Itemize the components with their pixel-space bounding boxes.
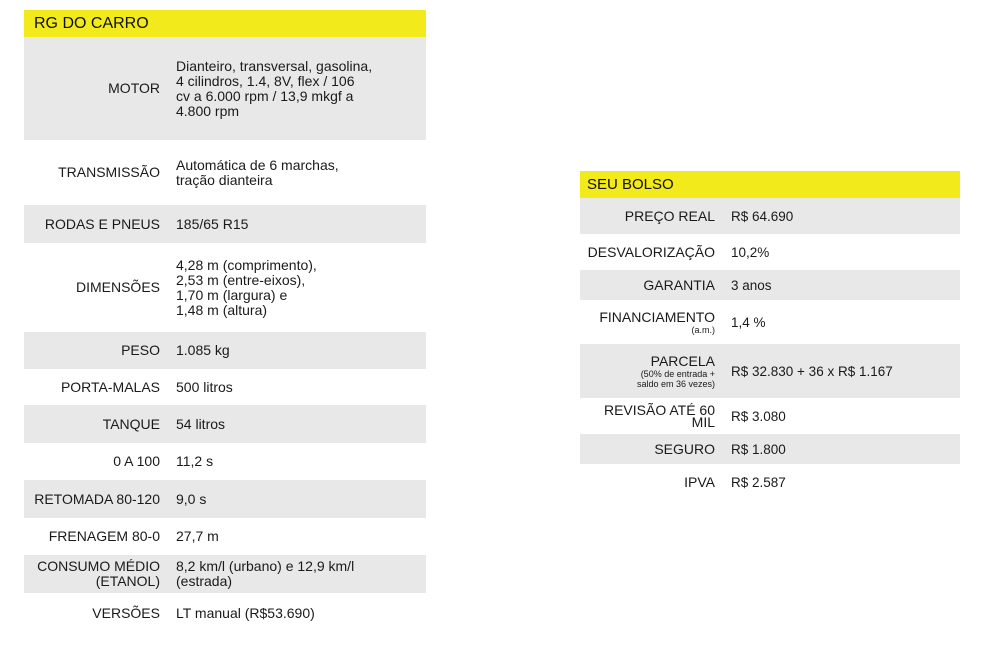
table-row-parcela	[580, 344, 960, 398]
row-value: R$ 64.690	[731, 208, 794, 224]
row-value: R$ 2.587	[731, 474, 786, 490]
row-label: TANQUE	[102, 415, 160, 432]
row-label: 0 A 100	[113, 453, 160, 469]
row-value: 3 anos	[731, 277, 772, 293]
row-value: Dianteiro, transversal, gasolina, 4 cilindros, 1.4, 8V, flex / 106 cv a 6.000 rpm / 13,9 mkgf a 4.800 rpm	[176, 57, 373, 119]
row-value: 185/65 R15	[176, 215, 249, 232]
row-value: 1,4 %	[731, 314, 766, 330]
rg-do-carro-table	[24, 10, 426, 634]
table-row-desvalorizacao	[580, 234, 960, 270]
row-value: 27,7 m	[176, 528, 219, 544]
row-label	[580, 339, 729, 404]
row-label: RETOMADA 80-120	[34, 490, 160, 507]
table-row-versoes	[24, 593, 426, 634]
table-row-financiamento	[580, 300, 960, 344]
rg-title: RG DO CARRO	[24, 10, 426, 37]
table-row-dimensoes	[24, 243, 426, 332]
row-label	[580, 404, 729, 428]
row-label	[580, 209, 729, 224]
row-value: 500 litros	[176, 378, 233, 395]
row-label: DIMENSÕES	[75, 279, 160, 295]
table-row-rodas-e-pneus	[24, 205, 426, 243]
row-label-note: (50% de entrada + saldo em 36 vezes)	[636, 368, 715, 389]
row-label-note: (a.m.)	[691, 324, 715, 335]
table-row-revisao	[580, 398, 960, 434]
table-row-peso	[24, 332, 426, 369]
row-value: R$ 32.830 + 36 x R$ 1.167	[731, 363, 893, 379]
row-label	[580, 475, 729, 490]
row-label	[580, 442, 729, 457]
table-row-retomada	[24, 480, 426, 518]
row-value: Automática de 6 marchas, tração dianteira	[176, 156, 339, 188]
row-label-text: DESVALORIZAÇÃO	[587, 243, 715, 260]
row-value: 9,0 s	[176, 490, 207, 507]
row-label-text: REVISÃO ATÉ 60 MIL	[603, 402, 715, 430]
table-row-transmissao	[24, 140, 426, 205]
table-row-tanque	[24, 405, 426, 443]
row-value: 10,2%	[731, 244, 770, 260]
table-row-motor	[24, 37, 426, 140]
row-label: MOTOR	[108, 80, 160, 96]
row-value: 54 litros	[176, 415, 226, 432]
row-label: PESO	[121, 342, 160, 358]
table-row-consumo-medio	[24, 555, 426, 593]
row-value: 1.085 kg	[176, 342, 230, 358]
row-value: 4,28 m (comprimento), 2,53 m (entre-eixos), 1,70 m (largura) e 1,48 m (altura)	[176, 256, 317, 318]
table-row-0-a-100	[24, 443, 426, 480]
row-label: RODAS E PNEUS	[44, 215, 160, 232]
row-value: LT manual (R$53.690)	[176, 605, 315, 621]
row-label: PORTA-MALAS	[60, 378, 160, 395]
row-value: R$ 1.800	[731, 441, 786, 457]
row-label-text: SEGURO	[654, 440, 715, 457]
row-value: 11,2 s	[176, 453, 214, 469]
table-row-frenagem	[24, 518, 426, 555]
table-row-ipva	[580, 464, 960, 500]
table-row-porta-malas	[24, 369, 426, 405]
bolso-title: SEU BOLSO	[580, 171, 960, 198]
table-row-seguro	[580, 434, 960, 464]
seu-bolso-table	[580, 171, 960, 500]
row-label-text: PREÇO REAL	[624, 207, 715, 224]
row-label	[580, 245, 729, 260]
row-value: R$ 3.080	[731, 408, 786, 424]
row-value: 8,2 km/l (urbano) e 12,9 km/l (estrada)	[176, 558, 355, 589]
row-label: VERSÕES	[92, 605, 160, 621]
row-label-text: GARANTIA	[643, 276, 715, 293]
row-label	[580, 278, 729, 293]
row-label: FRENAGEM 80-0	[48, 528, 160, 544]
row-label-text: FINANCIAMENTO	[599, 308, 715, 325]
row-label-text: PARCELA	[650, 352, 715, 369]
row-label: TRANSMISSÃO	[58, 164, 160, 180]
table-row-preco-real	[580, 198, 960, 234]
row-label-text: IPVA	[684, 473, 715, 490]
row-label: CONSUMO MÉDIO (ETANOL)	[37, 558, 160, 589]
